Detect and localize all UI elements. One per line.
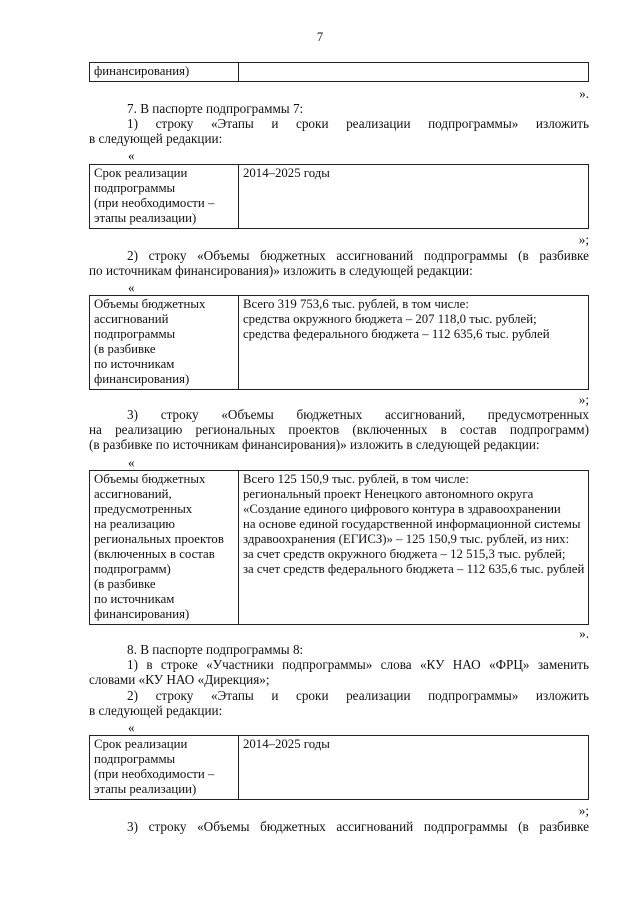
- cell-line: финансирования): [94, 607, 190, 621]
- opening-quote: «: [128, 720, 135, 735]
- opening-quote: «: [128, 148, 135, 163]
- section-8-item1-line2: словами «КУ НАО «Дирекция»;: [89, 672, 270, 687]
- table-cell-left: [90, 296, 239, 390]
- section-7-item3-line2: на реализацию региональных проектов (включенных в состав подпрограмм): [89, 422, 589, 437]
- table-cell-left: [90, 165, 239, 229]
- cell-line: ассигнований,: [94, 487, 172, 501]
- table-cell-right: [239, 296, 589, 390]
- cell-line: (при необходимости –: [94, 196, 215, 210]
- cell-line: Всего 125 150,9 тыс. рублей, в том числе:: [243, 472, 469, 486]
- cell-line: (включенных в состав: [94, 547, 215, 561]
- table-cell-right: [239, 736, 589, 800]
- cell-line: 2014–2025 годы: [243, 166, 330, 180]
- closing-quote: »;: [578, 392, 589, 407]
- section-8-item1-line1: 1) в строке «Участники подпрограммы» слова «КУ НАО «ФРЦ» заменить: [127, 657, 589, 672]
- table-cell-right: [239, 165, 589, 229]
- cell-line: средства федерального бюджета – 112 635,6 тыс. рублей: [243, 327, 550, 341]
- section-8-item3-line1: 3) строку «Объемы бюджетных ассигнований подпрограммы (в разбивке: [127, 819, 589, 834]
- cell-line: Срок реализации: [94, 166, 188, 180]
- cell-line: по источникам: [94, 357, 175, 371]
- cell-line: 2014–2025 годы: [243, 737, 330, 751]
- cell-line: средства окружного бюджета – 207 118,0 тыс. рублей;: [243, 312, 537, 326]
- opening-quote: «: [128, 455, 135, 470]
- table-cell-left: [90, 471, 239, 625]
- section-7-title: 7. В паспорте подпрограммы 7:: [127, 101, 304, 116]
- cell-line: региональных проектов: [94, 532, 224, 546]
- cell-line: предусмотренных: [94, 502, 193, 516]
- page-number: 7: [316, 30, 324, 44]
- cell-line: за счет средств окружного бюджета – 12 515,3 тыс. рублей;: [243, 547, 566, 561]
- table-cell-left: [90, 736, 239, 800]
- cell-line: финансирования): [94, 372, 190, 386]
- table-cell-left: финансирования): [90, 63, 239, 82]
- table-cell-right: [239, 63, 589, 82]
- section-7-item1-line2: в следующей редакции:: [89, 131, 223, 146]
- section-7-item2-line2: по источникам финансирования)» изложить в следующей редакции:: [89, 263, 473, 278]
- cell-line: подпрограммы: [94, 181, 176, 195]
- table-term-8: [89, 735, 589, 800]
- section-7-item1-line1: 1) строку «Этапы и сроки реализации подпрограммы» изложить: [127, 116, 589, 131]
- section-7-item3-line1: 3) строку «Объемы бюджетных ассигнований, предусмотренных: [127, 407, 589, 422]
- closing-quote: »;: [578, 803, 589, 818]
- opening-quote: «: [128, 280, 135, 295]
- cell-line: (в разбивке: [94, 577, 156, 591]
- section-8-title: 8. В паспорте подпрограммы 8:: [127, 642, 304, 657]
- cell-line: Срок реализации: [94, 737, 188, 751]
- cell-line: «Создание единого цифрового контура в здравоохранении: [243, 502, 561, 516]
- cell-line: на основе единой государственной информационной системы: [243, 517, 581, 531]
- table-regional-projects: [89, 470, 589, 625]
- closing-quote: »;: [578, 232, 589, 247]
- cell-line: подпрограммы: [94, 327, 176, 341]
- table-financing-fragment: [89, 62, 589, 82]
- section-8-item2-line1: 2) строку «Этапы и сроки реализации подпрограммы» изложить: [127, 688, 589, 703]
- cell-line: здравоохранения (ЕГИСЗ)» – 125 150,9 тыс. рублей, из них:: [243, 532, 570, 546]
- section-8-item2-line2: в следующей редакции:: [89, 703, 223, 718]
- cell-line: этапы реализации): [94, 782, 197, 796]
- cell-line: (в разбивке: [94, 342, 156, 356]
- closing-quote: ».: [579, 86, 589, 101]
- cell-line: региональный проект Ненецкого автономного округа: [243, 487, 534, 501]
- cell-line: на реализацию: [94, 517, 175, 531]
- table-cell-right: [239, 471, 589, 625]
- cell-line: Объемы бюджетных: [94, 297, 206, 311]
- section-7-item3-line3: (в разбивке по источникам финансирования)» изложить в следующей редакции:: [89, 437, 540, 452]
- cell-line: по источникам: [94, 592, 175, 606]
- cell-line: за счет средств федерального бюджета – 112 635,6 тыс. рублей: [243, 562, 585, 576]
- table-term-7: [89, 164, 589, 229]
- cell-line: этапы реализации): [94, 211, 197, 225]
- cell-line: ассигнований: [94, 312, 169, 326]
- cell-line: Объемы бюджетных: [94, 472, 206, 486]
- cell-line: (при необходимости –: [94, 767, 215, 781]
- cell-line: подпрограмм): [94, 562, 171, 576]
- closing-quote: ».: [579, 626, 589, 641]
- section-7-item2-line1: 2) строку «Объемы бюджетных ассигнований подпрограммы (в разбивке: [127, 248, 589, 263]
- cell-line: подпрограммы: [94, 752, 176, 766]
- cell-line: Всего 319 753,6 тыс. рублей, в том числе:: [243, 297, 469, 311]
- table-budget-7: [89, 295, 589, 390]
